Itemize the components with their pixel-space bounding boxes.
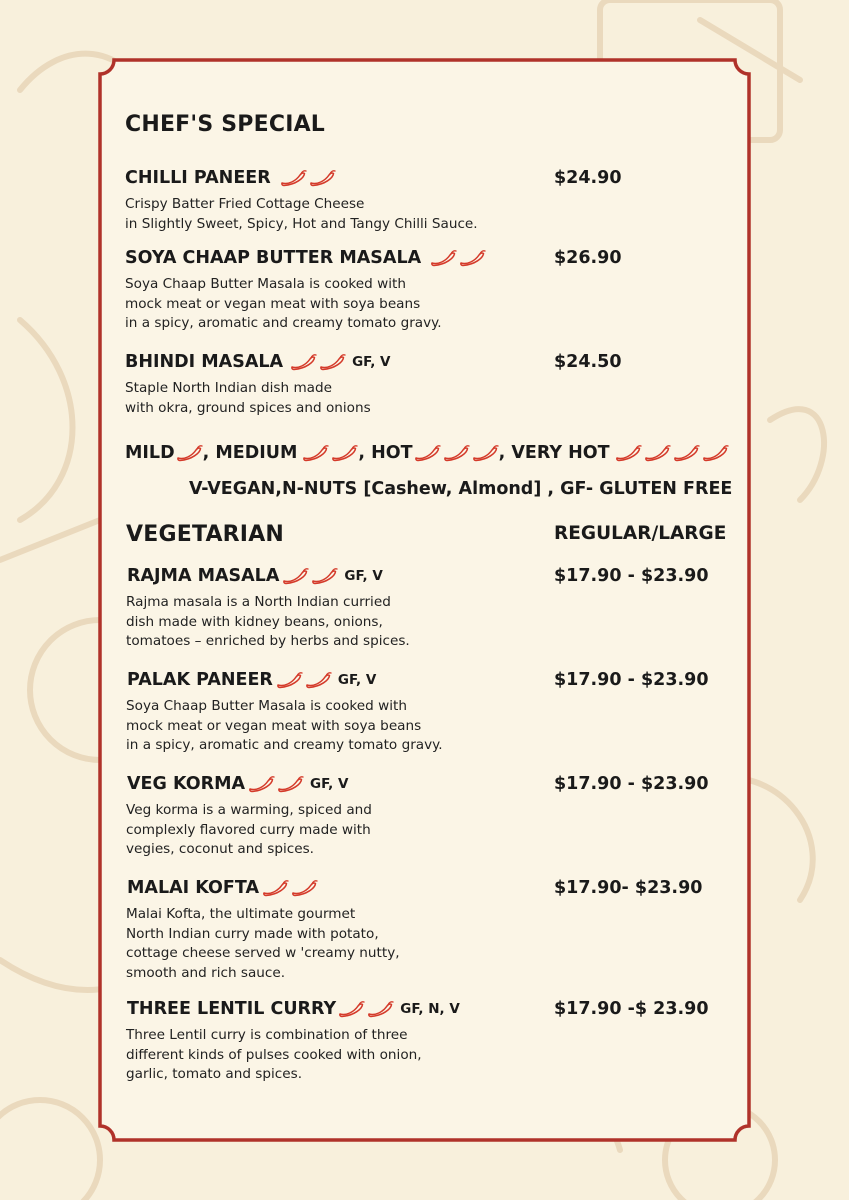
dietary-tags: GF, V (310, 776, 349, 792)
menu-item-three-lentil-curry (127, 999, 460, 1019)
item-description: Three Lentil curry is combination of three different kinds of pulses cooked with onion, garlic, tomato and spices. (126, 1027, 422, 1082)
menu-item-malai-kofta (127, 878, 324, 898)
item-description: Soya Chaap Butter Masala is cooked with mock meat or vegan meat with soya beans in a spicy, aromatic and creamy tomato gravy. (126, 698, 443, 753)
chili-rating (301, 444, 358, 462)
chili-pepper-icon (366, 1000, 394, 1018)
legend-very-hot: , VERY HOT (498, 443, 610, 463)
chili-pepper-icon (290, 879, 318, 897)
chili-pepper-icon (413, 444, 441, 462)
chili-pepper-icon (276, 775, 304, 793)
chili-rating (614, 444, 729, 462)
item-price: $26.90 (554, 248, 622, 268)
item-price: $17.90 - $23.90 (554, 566, 709, 586)
chili-pepper-icon (429, 249, 457, 267)
legend-medium: , MEDIUM (202, 443, 298, 463)
chili-pepper-icon (330, 444, 358, 462)
item-name: THREE LENTIL CURRY (127, 999, 337, 1019)
chili-pepper-icon (643, 444, 671, 462)
section-title-chefs-special: CHEF'S SPECIAL (125, 112, 326, 137)
menu-item-rajma-masala (127, 566, 383, 586)
chili-pepper-icon (308, 169, 336, 187)
chili-pepper-icon (281, 567, 309, 585)
chili-rating (247, 775, 304, 793)
section-title-vegetarian: VEGETARIAN (126, 522, 285, 547)
chili-rating (281, 567, 338, 585)
item-name: PALAK PANEER (127, 670, 273, 690)
chili-rating (279, 169, 336, 187)
item-price: $17.90 - $23.90 (554, 670, 709, 690)
chili-rating (413, 444, 499, 462)
chili-pepper-icon (261, 879, 289, 897)
item-price: $17.90 - $23.90 (554, 774, 709, 794)
dietary-legend: V-VEGAN,N-NUTS [Cashew, Almond] , GF- GLUTEN FREE (189, 479, 733, 499)
chili-rating (275, 671, 332, 689)
item-description: Veg korma is a warming, spiced and complexly flavored curry made with vegies, coconut and spices. (126, 802, 372, 857)
chili-pepper-icon (310, 567, 338, 585)
menu-item-palak-paneer (127, 670, 376, 690)
item-price: $17.90- $23.90 (554, 878, 703, 898)
item-name: RAJMA MASALA (127, 566, 280, 586)
item-description: Crispy Batter Fried Cottage Cheese in Slightly Sweet, Spicy, Hot and Tangy Chilli Sauce. (125, 196, 478, 232)
menu-item-soya-chaap (125, 248, 486, 268)
menu-item-bhindi-masala (125, 352, 391, 372)
item-description: Soya Chaap Butter Masala is cooked with mock meat or vegan meat with soya beans in a spicy, aromatic and creamy tomato gravy. (125, 276, 442, 331)
item-name: CHILLI PANEER (125, 168, 271, 188)
item-name: BHINDI MASALA (125, 352, 284, 372)
item-price: $17.90 -$ 23.90 (554, 999, 709, 1019)
chili-pepper-icon (289, 353, 317, 371)
chili-pepper-icon (275, 671, 303, 689)
item-name: SOYA CHAAP BUTTER MASALA (125, 248, 422, 268)
item-name: VEG KORMA (127, 774, 246, 794)
chili-pepper-icon (337, 1000, 365, 1018)
chili-rating (261, 879, 318, 897)
item-price: $24.50 (554, 352, 622, 372)
dietary-tags: GF, N, V (400, 1001, 460, 1017)
chili-rating (289, 353, 346, 371)
dietary-tags: GF, V (344, 568, 383, 584)
chili-pepper-icon (279, 169, 307, 187)
chili-pepper-icon (442, 444, 470, 462)
menu-item-chilli-paneer (125, 168, 336, 188)
menu-item-veg-korma (127, 774, 348, 794)
item-price: $24.90 (554, 168, 622, 188)
dietary-tags: GF, V (337, 672, 377, 688)
chili-pepper-icon (471, 444, 499, 462)
legend-hot: , HOT (358, 443, 413, 463)
chili-pepper-icon (301, 444, 329, 462)
chili-pepper-icon (247, 775, 275, 793)
chili-rating (175, 444, 203, 462)
legend-mild: MILD (125, 443, 175, 463)
chili-pepper-icon (614, 444, 642, 462)
item-name: MALAI KOFTA (127, 878, 259, 898)
chili-rating (429, 249, 486, 267)
chili-pepper-icon (701, 444, 729, 462)
item-description: Rajma masala is a North Indian curried dish made with kidney beans, onions, tomatoes – enriched by herbs and spices. (126, 594, 410, 649)
chili-pepper-icon (175, 444, 203, 462)
price-column-header: REGULAR/LARGE (554, 523, 727, 544)
chili-rating (337, 1000, 394, 1018)
item-description: Malai Kofta, the ultimate gourmet North Indian curry made with potato, cottage cheese served w 'creamy nutty, smooth and rich sauce. (126, 906, 400, 981)
spice-legend (125, 443, 729, 463)
item-description: Staple North Indian dish made with okra, ground spices and onions (125, 380, 371, 416)
chili-pepper-icon (304, 671, 332, 689)
chili-pepper-icon (318, 353, 346, 371)
chili-pepper-icon (458, 249, 486, 267)
dietary-tags: GF, V (352, 354, 391, 370)
chili-pepper-icon (672, 444, 700, 462)
